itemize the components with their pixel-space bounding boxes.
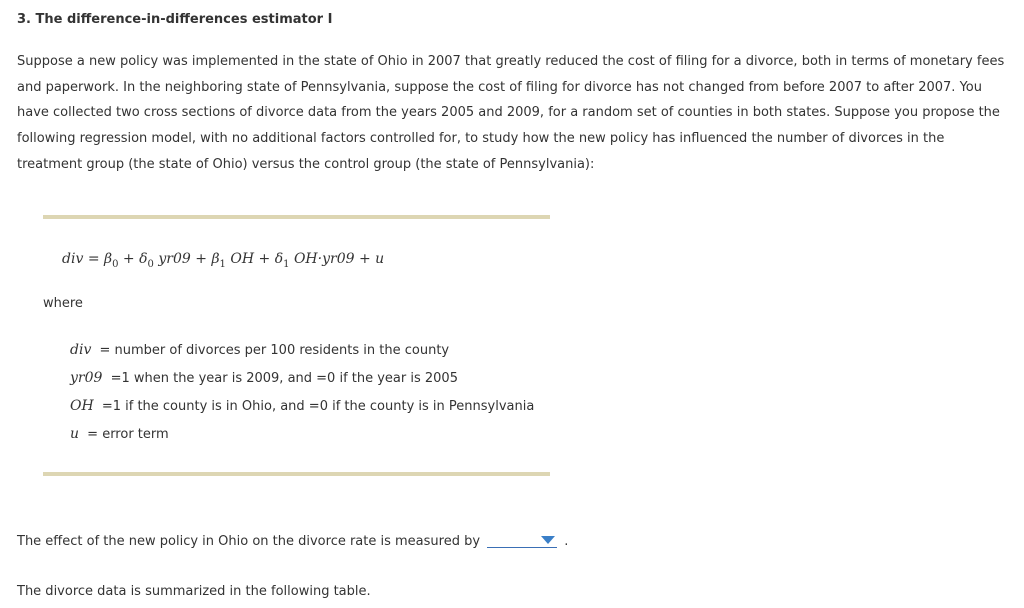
eq-plus-3: + xyxy=(258,251,271,267)
model-box-bottom-rule xyxy=(43,472,550,476)
definition-text: =1 when the year is 2009, and =0 if the year is 2005 xyxy=(110,371,458,386)
eq-plus-2: + xyxy=(195,251,207,267)
eq-lhs: div xyxy=(62,251,84,267)
variable-definitions xyxy=(70,338,534,450)
model-box-top-rule xyxy=(43,215,550,219)
eq-plus-4: + xyxy=(358,251,371,267)
eq-beta0: $\beta_0$ xyxy=(104,251,119,270)
definition-item xyxy=(70,394,534,422)
eq-u: u xyxy=(375,251,385,267)
definition-symbol: OH xyxy=(70,398,94,414)
definition-item xyxy=(70,338,534,366)
eq-beta1: $\beta_1$ xyxy=(211,251,226,270)
where-label: where xyxy=(43,296,83,311)
definition-text: = number of divorces per 100 residents in the county xyxy=(99,343,450,358)
table-intro-text: The divorce data is summarized in the following table. xyxy=(17,584,371,599)
definition-text: =1 if the county is in Ohio, and =0 if the county is in Pennsylvania xyxy=(101,399,535,414)
effect-question xyxy=(17,531,568,552)
intro-paragraph: Suppose a new policy was implemented in the state of Ohio in 2007 that greatly reduced the cost of filing for a divorce, both in terms of monetary fees and paperwork. In the neighboring state of Pennsylvania, suppose the cost of filing for divorce has not changed from before 2007 to after 2007. You have collected two cross sections of divorce data from the years 2005 and 2009, for a random set of counties in both states. Suppose you propose the following regression model, with no additional factors controlled for, to study how the new policy has influenced the number of divorces in the treatment group (the state of Ohio) versus the control group (the state of Pennsylvania): xyxy=(17,54,1005,172)
eq-plus-1: + xyxy=(122,251,135,267)
definition-text: = error term xyxy=(87,427,169,442)
effect-answer-dropdown[interactable] xyxy=(487,531,557,548)
definition-item xyxy=(70,366,534,394)
eq-equals: = xyxy=(87,251,100,267)
eq-oh: OH xyxy=(230,251,255,267)
definition-item xyxy=(70,422,534,450)
definition-symbol: u xyxy=(70,426,80,442)
chevron-down-icon[interactable] xyxy=(541,536,555,544)
definition-symbol: div xyxy=(70,342,92,358)
eq-delta1: $\delta_1$ xyxy=(274,251,290,270)
eq-delta0: $\delta_0$ xyxy=(139,251,154,270)
question-title: 3. The difference-in-differences estimator I xyxy=(17,12,333,27)
effect-period: . xyxy=(564,534,569,549)
eq-interaction: OH·yr09 xyxy=(293,251,355,267)
regression-equation xyxy=(62,249,384,275)
effect-prompt: The effect of the new policy in Ohio on the divorce rate is measured by xyxy=(17,534,481,549)
definition-symbol: yr09 xyxy=(70,370,103,386)
eq-yr09: yr09 xyxy=(158,251,191,267)
